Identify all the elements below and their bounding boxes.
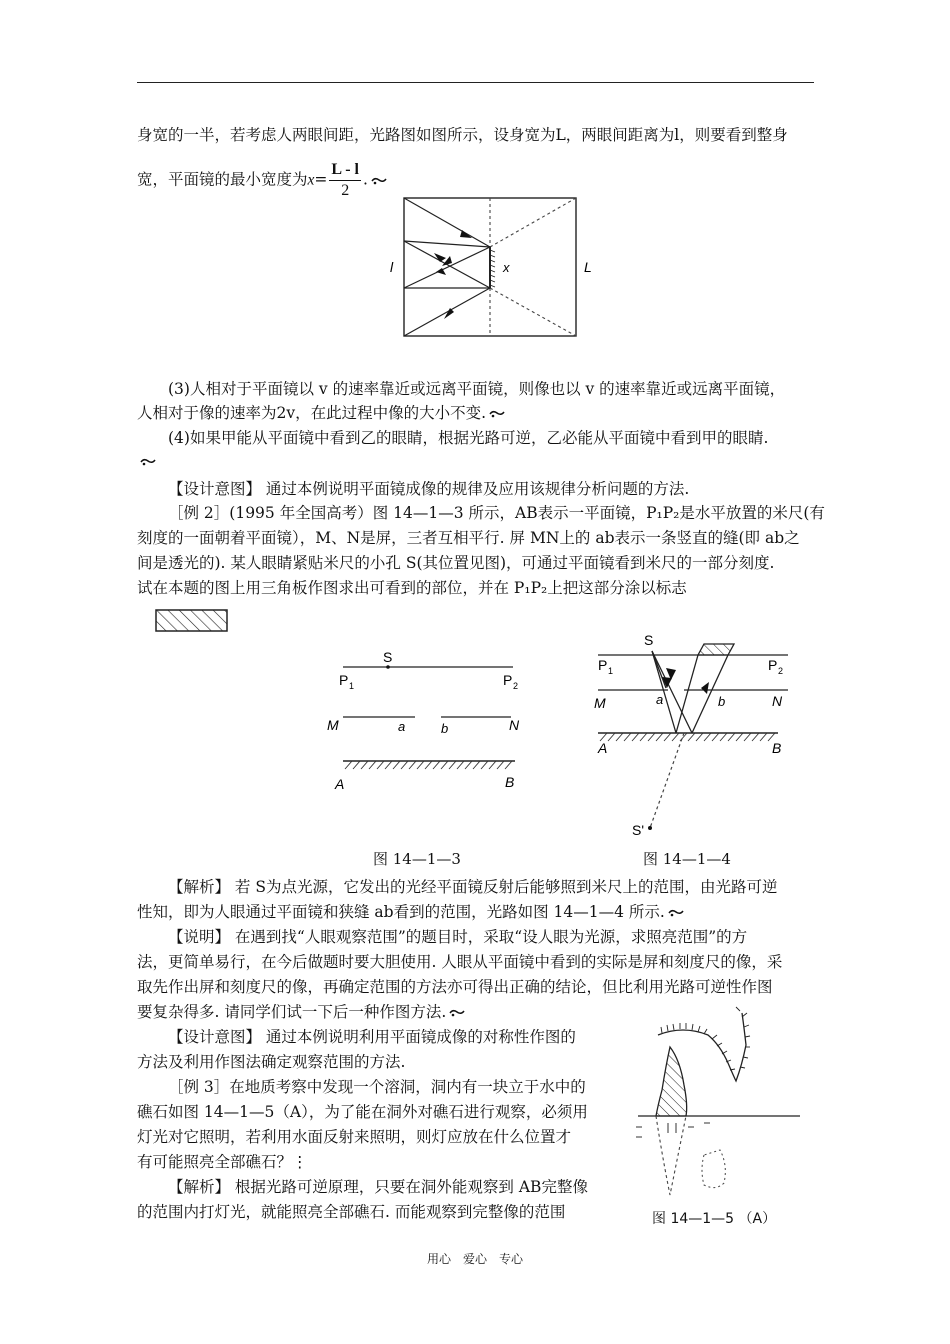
paragraph-mark-icon [140, 457, 156, 467]
fig3-label-S: S [383, 649, 393, 665]
mirror-width-figure [380, 192, 610, 342]
design1-line1: 【设计意图】 通过本例说明平面镜成像的规律及应用该规律分析问题的方法. [168, 480, 690, 498]
fig3-label-P2-sub: 2 [513, 681, 519, 691]
ex3-line3: 灯光对它照明，若利用水面反射来照明，则灯应放在什么位置才 [137, 1128, 572, 1146]
fig3-label-A: A [335, 776, 345, 792]
ex3-line2: 礁石如图 14—1—5（A），为了能在洞外对礁石进行观察，必须用 [137, 1103, 588, 1121]
paragraph-mark-icon [371, 176, 387, 186]
ex2-line1: ［例 2］(1995 年全国高考）图 14—1—3 所示，AB表示一平面镜，P₁P₂是水平放置的米尺(有 [168, 504, 825, 522]
fig4-label-P2: P [768, 657, 778, 673]
para2-line1: (3)人相对于平面镜以 v 的速率靠近或远离平面镜，则像也以 v 的速率靠近或远离平面镜， [168, 380, 786, 398]
para3-line1: (4)如果甲能从平面镜中看到乙的眼睛，根据光路可逆，乙必能从平面镜中看到甲的眼睛. [168, 429, 769, 447]
var-x: x [307, 171, 315, 189]
fig1-label-l: l [390, 259, 394, 275]
analysis1-line1: 【解析】 若 S为点光源，它发出的光经平面镜反射后能够照到米尺上的范围，由光路可逆 [168, 878, 778, 896]
analysis2-line1: 【解析】 根据光路可逆原理，只要在洞外能观察到 AB完整像 [168, 1178, 588, 1196]
fig3-caption: 图 14—1—3 [373, 850, 461, 868]
ex2-line4: 试在本题的图上用三角板作图求出可看到的部位，并在 P₁P₂上把这部分涂以标志 [137, 579, 687, 597]
fig4-label-S: S [644, 632, 654, 648]
fraction [329, 160, 361, 201]
hatched-legend-box [155, 609, 229, 633]
ex2-line2: 刻度的一面朝着平面镜），M、N是屏，三者互相平行. 屏 MN上的 ab表示一条竖直的缝(即 ab之 [137, 529, 800, 547]
fig4-label-S-image: S' [632, 822, 645, 838]
figure-14-1-4 [588, 628, 798, 838]
fig3-label-M: M [327, 717, 339, 733]
fig4-label-b: b [718, 694, 726, 709]
fig3-label-P1-sub: 1 [349, 681, 355, 691]
note-line3: 取先作出屏和刻度尺的像，再确定范围的方法亦可得出正确的结论，但比利用光路可逆性作图 [137, 978, 773, 996]
note-line1: 【说明】 在遇到找“人眼观察范围”的题目时，采取“设人眼为光源，求照亮范围”的方 [168, 928, 748, 946]
para1-line2-text: 宽，平面镜的最小宽度为 [137, 170, 308, 189]
paragraph-mark-icon [489, 409, 505, 419]
para1-line1: 身宽的一半，若考虑人两眼间距，光路图如图所示，设身宽为L，两眼间距离为l，则要看到整身 [137, 126, 788, 144]
page-footer: 用心 爱心 专心 [426, 1252, 523, 1266]
fig1-label-L: L [584, 259, 592, 275]
paragraph-mark-icon [668, 908, 684, 918]
equals-sign: = [314, 170, 328, 189]
figure-14-1-5a [628, 1005, 804, 1205]
fig4-label-B: B [772, 740, 782, 756]
figure-14-1-3 [325, 645, 530, 795]
fig4-label-N: N [772, 693, 783, 709]
fig4-label-A: A [598, 740, 608, 756]
analysis2-line2: 的范围内打灯光，就能照亮全部礁石. 而能观察到完整像的范围 [137, 1203, 566, 1221]
fig4-label-P1-sub: 1 [608, 666, 614, 676]
design2-line2: 方法及利用作图法确定观察范围的方法. [137, 1053, 406, 1071]
header-rule [137, 82, 814, 83]
ex3-line4: 有可能照亮全部礁石？⋮ [137, 1153, 308, 1171]
note-line4-text: 要复杂得多. 请同学们试一下后一种作图方法. [137, 1003, 447, 1021]
fig3-label-b: b [441, 721, 449, 736]
fig3-label-P2: P [503, 672, 513, 688]
design2-line1: 【设计意图】 通过本例说明利用平面镜成像的对称性作图的 [168, 1028, 576, 1046]
fraction-numerator: L - l [329, 160, 361, 181]
period: . [362, 170, 368, 189]
fig3-label-P1: P [339, 672, 349, 688]
note-line2: 法，更简单易行，在今后做题时要大胆使用. 人眼从平面镜中看到的实际是屏和刻度尺的像，采 [137, 953, 783, 971]
ex2-line3: 间是透光的). 某人眼睛紧贴米尺的小孔 S(其位置见图)，可通过平面镜看到米尺的一部分刻度. [137, 554, 775, 572]
paragraph-mark-icon [449, 1008, 465, 1018]
fig1-label-x: x [503, 260, 510, 275]
analysis1-line2-text: 性知，即为人眼通过平面镜和狭缝 ab看到的范围，光路如图 14—1—4 所示. [137, 903, 665, 921]
ex3-line1: ［例 3］在地质考察中发现一个溶洞，洞内有一块立于水中的 [168, 1078, 586, 1096]
fig4-label-a: a [656, 692, 664, 707]
para2-line2-text: 人相对于像的速率为2v，在此过程中像的大小不变. [137, 404, 487, 422]
fraction-denominator: 2 [341, 182, 350, 199]
fig4-caption: 图 14—1—4 [643, 850, 731, 868]
fig3-label-N: N [509, 717, 520, 733]
fig4-label-P2-sub: 2 [778, 666, 784, 676]
fig3-label-B: B [505, 774, 515, 790]
fig4-label-P1: P [598, 657, 608, 673]
fig5-caption: 图 14—1—5 （A） [652, 1211, 777, 1227]
fig4-label-M: M [594, 695, 606, 711]
fig3-label-a: a [398, 719, 406, 734]
